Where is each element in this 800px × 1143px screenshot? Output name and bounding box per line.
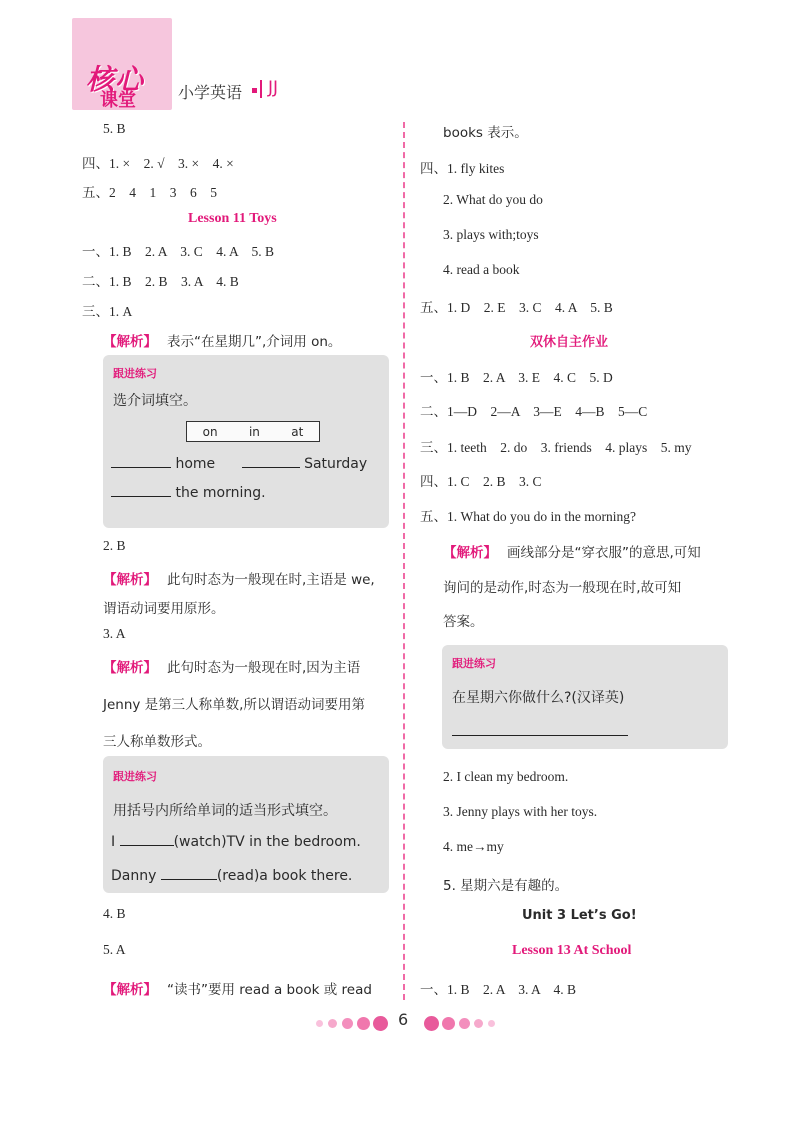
lesson-heading: Lesson 11 Toys [188, 211, 277, 226]
analysis-note [103, 568, 375, 588]
answer-line: 一、1. B 2. A 3. E 4. C 5. D [420, 370, 613, 385]
practice-instruction: 在星期六你做什么?(汉译英) [452, 690, 625, 706]
analysis-tag: 【解析】 [103, 572, 157, 588]
answer-line: 5. A [103, 942, 126, 957]
analysis-tag: 【解析】 [103, 334, 157, 350]
answer-line: 三、1. A [82, 304, 133, 319]
question-text: (read)a book there. [216, 868, 353, 884]
footer-dot [424, 1016, 439, 1031]
series-dot [252, 88, 257, 93]
analysis-tag: 【解析】 [443, 545, 497, 561]
analysis-note [443, 541, 701, 561]
analysis-text: “读书”要用 read a book 或 read [167, 982, 372, 998]
fill-blank-question [111, 834, 361, 850]
question-text: home [175, 456, 216, 472]
answer-line: 二、1—D 2—A 3—E 4—B 5—C [420, 404, 648, 419]
fill-blank-question [111, 485, 266, 501]
answer-line: 4. B [103, 906, 126, 921]
practice-box-title: 跟进练习 [113, 367, 157, 380]
answer-blank[interactable] [111, 496, 171, 497]
answer-line: 3. A [103, 626, 126, 641]
analysis-text: 答案。 [443, 614, 484, 630]
unit-heading: Unit 3 Let’s Go! [522, 908, 637, 923]
footer-dot [488, 1020, 495, 1027]
answer-line: 5. B [103, 121, 126, 136]
fill-blank-question [111, 456, 367, 472]
answer-line: 4. me→my [443, 839, 504, 854]
series-separator [260, 80, 262, 98]
logo-subtitle: 课堂 [100, 90, 136, 111]
question-text: Danny [111, 868, 157, 884]
answer-blank[interactable] [452, 735, 628, 736]
answer-line: 4. read a book [443, 262, 520, 277]
word-option: at [291, 424, 304, 439]
question-text: (watch)TV in the bedroom. [173, 834, 361, 850]
answer-line: 一、1. B 2. A 3. A 4. B [420, 982, 577, 997]
analysis-note [103, 656, 360, 676]
answer-line: 2. B [103, 538, 126, 553]
answer-line: 五、1. What do you do in the morning? [420, 509, 636, 524]
answer-line: 3. plays with;toys [443, 227, 539, 242]
practice-box [442, 645, 728, 749]
word-option: on [202, 424, 218, 439]
word-option: in [248, 424, 260, 439]
question-text: the morning. [175, 485, 266, 501]
analysis-text: 此句时态为一般现在时,因为主语 [167, 660, 361, 676]
answer-line: 二、1. B 2. B 3. A 4. B [82, 274, 239, 289]
analysis-text: Jenny 是第三人称单数,所以谓语动词要用第 [103, 697, 365, 713]
page-number: 6 [398, 1010, 409, 1029]
answer-line: 四、1. C 2. B 3. C [420, 474, 542, 489]
practice-box-title: 跟进练习 [452, 657, 496, 670]
footer-dot [316, 1020, 323, 1027]
analysis-text: 画线部分是“穿衣服”的意思,可知 [507, 545, 701, 561]
analysis-text: 此句时态为一般现在时,主语是 we, [167, 572, 375, 588]
analysis-note [103, 330, 341, 350]
logo-title: 核心 [86, 63, 145, 96]
answer-line: books 表示。 [443, 125, 528, 141]
answer-line: 三、1. teeth 2. do 3. friends 4. plays 5. my [420, 440, 692, 455]
answer-blank[interactable] [111, 467, 171, 468]
footer-dot [328, 1019, 337, 1028]
footer-dot [474, 1019, 483, 1028]
section-heading: 双休自主作业 [530, 335, 609, 350]
answer-line: 2. What do you do [443, 192, 543, 207]
footer-dot [342, 1018, 353, 1029]
analysis-text: 询问的是动作,时态为一般现在时,故可知 [443, 580, 682, 596]
footer-dot [357, 1017, 370, 1030]
answer-blank[interactable] [242, 467, 300, 468]
analysis-text: 谓语动词要用原形。 [103, 601, 225, 617]
word-bank [186, 421, 320, 442]
column-divider [403, 122, 405, 1000]
analysis-note [103, 978, 372, 998]
answer-line: 2. I clean my bedroom. [443, 769, 569, 784]
answer-line: 四、1. × 2. √ 3. × 4. × [82, 156, 234, 171]
practice-instruction: 用括号内所给单词的适当形式填空。 [113, 803, 337, 819]
answer-line: 一、1. B 2. A 3. C 4. A 5. B [82, 244, 275, 259]
answer-line: 3. Jenny plays with her toys. [443, 804, 598, 819]
practice-instruction: 选介词填空。 [113, 393, 197, 409]
answer-line: 五、1. D 2. E 3. C 4. A 5. B [420, 300, 613, 315]
footer-dot [442, 1017, 455, 1030]
answer-line: 五、2 4 1 3 6 5 [82, 185, 217, 200]
analysis-text: 三人称单数形式。 [103, 734, 211, 750]
question-text: Saturday [304, 456, 368, 472]
edition-code: JJ [268, 78, 279, 98]
question-text: I [111, 834, 116, 850]
footer-dot [459, 1018, 470, 1029]
answer-blank[interactable] [161, 879, 217, 880]
answer-line: 5. 星期六是有趣的。 [443, 878, 569, 894]
analysis-tag: 【解析】 [103, 660, 157, 676]
lesson-heading: Lesson 13 At School [512, 943, 632, 958]
answer-blank[interactable] [120, 845, 174, 846]
fill-blank-question [111, 868, 352, 884]
practice-box [103, 756, 389, 893]
practice-box [103, 355, 389, 528]
series-title: 小学英语 [178, 83, 243, 102]
analysis-tag: 【解析】 [103, 982, 157, 998]
footer-dot [373, 1016, 388, 1031]
analysis-text: 表示“在星期几”,介词用 on。 [167, 334, 342, 350]
practice-box-title: 跟进练习 [113, 770, 157, 783]
answer-line: 四、1. fly kites [420, 161, 505, 176]
